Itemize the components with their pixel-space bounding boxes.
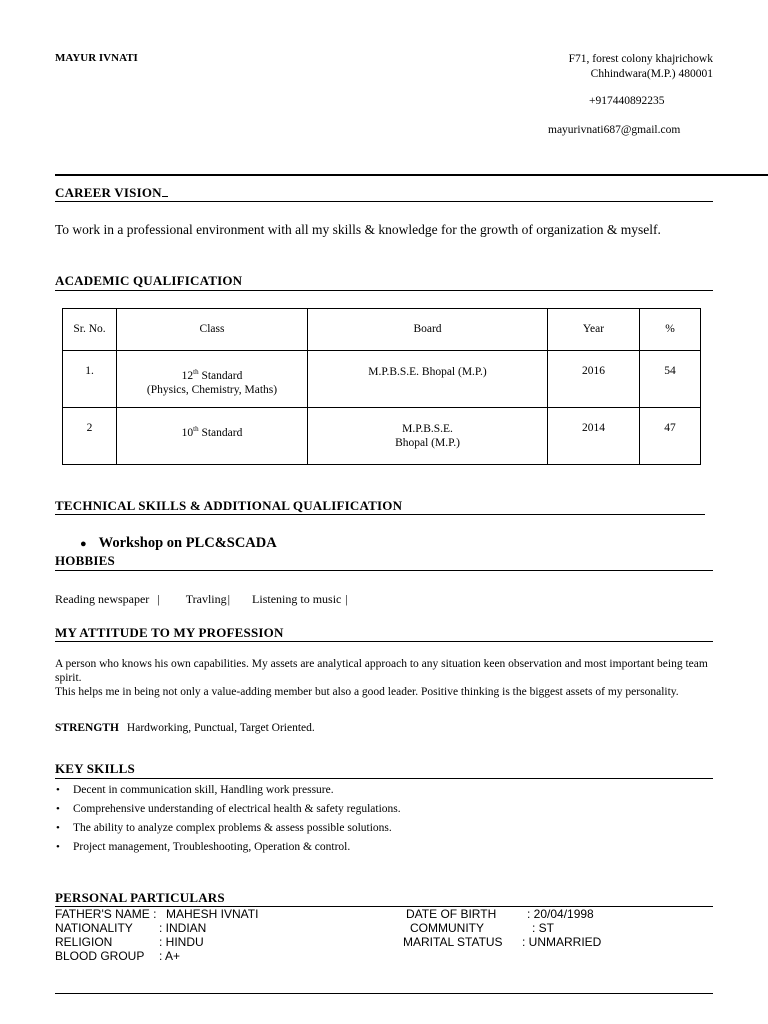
column-header: Class	[117, 309, 308, 351]
dob-label: DATE OF BIRTH	[406, 907, 497, 921]
list-item: • Project management, Troubleshooting, Operation & control.	[73, 841, 401, 853]
career-vision-heading: CAREER VISION	[55, 185, 168, 201]
cell-percent: 54	[640, 351, 701, 408]
column-header: Year	[548, 309, 640, 351]
technical-heading: TECHNICAL SKILLS & ADDITIONAL QUALIFICATION	[55, 498, 403, 513]
hobby-item: Reading newspaper	[55, 592, 150, 606]
cell-class: 10th Standard	[117, 408, 308, 465]
community-value: : ST	[532, 921, 555, 935]
religion-label: RELIGION	[55, 935, 113, 949]
community-label: COMMUNITY	[410, 921, 484, 935]
column-header: %	[640, 309, 701, 351]
list-item: • The ability to analyze complex problems & assess possible solutions.	[73, 822, 401, 834]
column-header: Board	[308, 309, 548, 351]
header-divider	[55, 174, 768, 176]
cell-year: 2016	[548, 351, 640, 408]
cell-sr: 2	[63, 408, 117, 465]
hobbies-heading: HOBBIES	[55, 553, 115, 568]
cell-year: 2014	[548, 408, 640, 465]
cell-board: M.P.B.S.E. Bhopal (M.P.)	[308, 351, 548, 408]
attitude-paragraph-1: A person who knows his own capabilities. My assets are analytical approach to any situation keen observation and most important being team spirit.	[55, 658, 708, 684]
key-skills-list	[55, 784, 401, 860]
section-rule	[55, 778, 713, 779]
dob-value: : 20/04/1998	[527, 907, 594, 921]
hobby-item: Listening to music	[252, 592, 342, 606]
blood-group-label: BLOOD GROUP	[55, 949, 145, 963]
blood-group-value: : A+	[159, 949, 181, 963]
section-rule	[55, 570, 713, 571]
section-rule	[55, 201, 713, 202]
nationality-value: : INDIAN	[159, 921, 207, 935]
cell-class: 12th Standard (Physics, Chemistry, Maths)	[117, 351, 308, 408]
technical-item: ● Workshop on PLC&SCADA	[80, 535, 277, 551]
marital-value: : UNMARRIED	[522, 935, 602, 949]
column-header: Sr. No.	[63, 309, 117, 351]
table-row	[63, 408, 701, 465]
address-line-2: Chhindwara(M.P.) 480001	[590, 68, 713, 80]
father-label: FATHER'S NAME :	[55, 907, 157, 921]
hobby-item: Travling	[185, 592, 227, 606]
academic-heading: ACADEMIC QUALIFICATION	[55, 273, 243, 288]
attitude-text	[55, 657, 713, 699]
father-value: MAHESH IVNATI	[166, 907, 259, 921]
section-rule	[55, 514, 705, 515]
nationality-label: NATIONALITY	[55, 921, 133, 935]
list-item: • Decent in communication skill, Handling work pressure.	[73, 784, 401, 796]
list-item: • Comprehensive understanding of electrical health & safety regulations.	[73, 803, 401, 815]
academic-table	[62, 308, 701, 465]
key-skills-heading: KEY SKILLS	[55, 761, 135, 776]
section-rule	[55, 290, 713, 291]
section-rule	[55, 641, 713, 642]
personal-heading: PERSONAL PARTICULARS	[55, 890, 225, 905]
hobbies-list: Reading newspaper | Travling| Listening to music |	[55, 592, 348, 606]
attitude-heading: MY ATTITUDE TO MY PROFESSION	[55, 625, 284, 640]
strength-line	[55, 721, 315, 735]
table-row	[63, 351, 701, 408]
religion-value: : HINDU	[159, 935, 204, 949]
cell-board: M.P.B.S.E. Bhopal (M.P.)	[308, 408, 548, 465]
table-header-row	[63, 309, 701, 351]
address-line-1: F71, forest colony khajrichowk	[568, 53, 713, 65]
strength-text: Hardworking, Punctual, Target Oriented.	[126, 722, 315, 734]
address-block	[569, 52, 713, 82]
cell-sr: 1.	[63, 351, 117, 408]
marital-label: MARITAL STATUS	[403, 935, 503, 949]
cell-percent: 47	[640, 408, 701, 465]
phone-number: +917440892235	[589, 95, 665, 107]
candidate-name: MAYUR IVNATI	[55, 52, 138, 64]
email-address: mayurivnati687@gmail.com	[548, 124, 681, 136]
strength-label: STRENGTH	[55, 722, 119, 734]
career-vision-text: To work in a professional environment with all my skills & knowledge for the growth of organization & myself.	[55, 222, 661, 237]
bullet-icon: ●	[80, 538, 87, 550]
attitude-paragraph-2: This helps me in being not only a value-adding member but also a good leader. Positive thinking is the biggest assets of my personality.	[55, 686, 679, 698]
footer-rule	[55, 993, 713, 994]
